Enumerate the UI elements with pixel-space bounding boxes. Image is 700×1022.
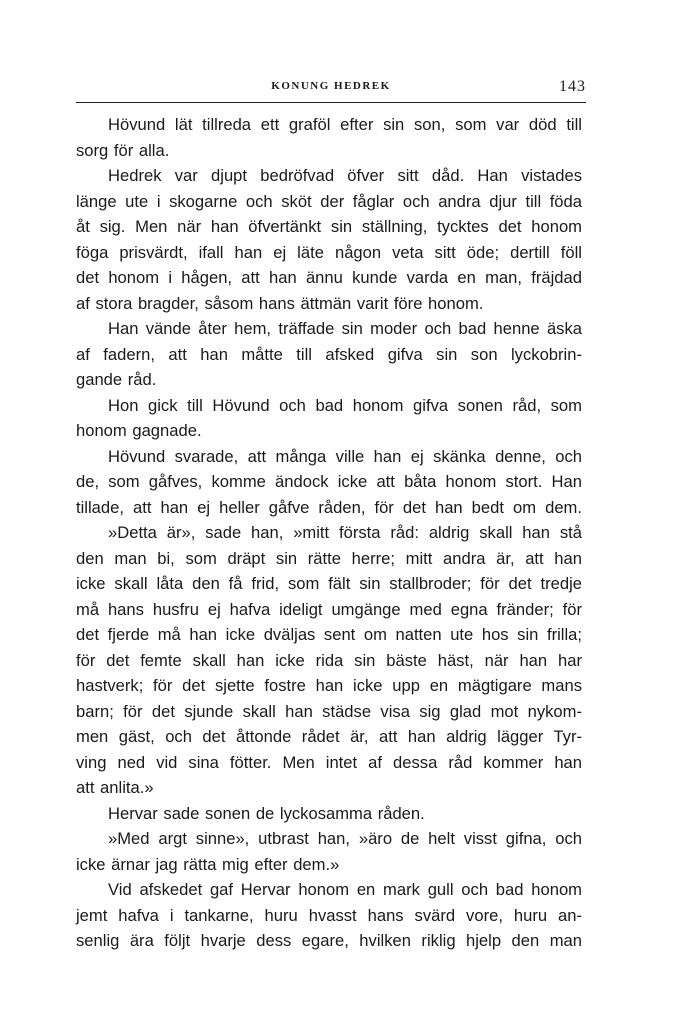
text-line: de, som gåfves, komme ändock icke att båta honom stort. Han xyxy=(76,472,582,491)
text-line: tillade, att han ej heller gåfve råden, för det han bedt om dem. xyxy=(76,497,582,517)
text-line: af stora bragder, såsom hans ättmän varit före honom. xyxy=(76,293,484,313)
text-line: men gäst, och det åttonde rådet är, att han aldrig lägger Tyr- xyxy=(76,727,582,746)
text-line: icke skall låta den få frid, som fält sin stallbroder; för det tredje xyxy=(76,574,582,593)
text-line: ving ned vid sina fötter. Men intet af dessa råd kommer han xyxy=(76,752,582,772)
text-line: för det femte skall han icke rida sin bäste häst, när han har xyxy=(76,650,582,670)
text-line: senlig ära följt hvarje dess egare, hvilken riklig hjelp den man xyxy=(76,931,582,950)
text-line: hastverk; för det sjette fostre han icke upp en mägtigare mans xyxy=(76,676,582,695)
text-line: gande råd. xyxy=(76,370,157,389)
text-line: »Detta är», sade han, »mitt första råd: aldrig skall han stå xyxy=(108,523,582,542)
text-line: barn; för det sjunde skall han städse visa sig glad mot nykom- xyxy=(76,701,582,721)
text-line: att anlita.» xyxy=(76,778,154,797)
text-line: föga prisvärdt, ifall han ej läte någon veta sitt öde; dertill föll xyxy=(76,242,582,262)
text-line: åt sig. Men när han öfvertänkt sin ställning, tycktes det honom xyxy=(76,217,582,236)
text-line: Hon gick till Hövund och bad honom gifva sonen råd, som xyxy=(108,395,582,415)
page-number: 143 xyxy=(559,78,586,95)
text-line: honom gagnade. xyxy=(76,421,202,440)
text-line: Han vände åter hem, träffade sin moder och bad henne äska xyxy=(108,319,582,338)
body-text xyxy=(76,112,582,954)
text-line: det fjerde må han icke dväljas sent om natten ute hos sin frilla; xyxy=(76,625,582,644)
text-line: icke ärnar jag rätta mig efter dem.» xyxy=(76,854,340,874)
text-line: länge ute i skogarne och sköt der fåglar och andra djur till föda xyxy=(76,191,582,211)
text-line: Hervar sade sonen de lyckosamma råden. xyxy=(108,803,425,823)
text-line: Vid afskedet gaf Hervar honom en mark gull och bad honom xyxy=(108,880,582,899)
text-line: Hövund lät tillreda ett graföl efter sin son, som var död till xyxy=(108,115,582,134)
text-line: sorg för alla. xyxy=(76,140,170,160)
text-line: Hedrek var djupt bedröfvad öfver sitt dåd. Han vistades xyxy=(108,166,582,185)
header-rule xyxy=(76,102,586,103)
text-line: af fadern, att han måtte till afsked gifva sin son lyckobrin- xyxy=(76,344,582,364)
text-line: må hans husfru ej hafva ideligt umgänge med egna fränder; för xyxy=(76,599,582,619)
running-title: KONUNG HEDREK xyxy=(271,80,391,92)
page-header xyxy=(76,76,586,100)
text-line: »Med argt sinne», utbrast han, »äro de helt visst gifna, och xyxy=(108,829,582,848)
text-line: jemt hafva i tankarne, huru hvasst hans svärd vore, huru an- xyxy=(76,905,582,925)
text-line: den man bi, som dräpt sin rätte herre; mitt andra är, att han xyxy=(76,548,582,568)
text-line: det honom i hågen, att han ännu kunde varda en man, fräjdad xyxy=(76,268,582,287)
text-line: Hövund svarade, att många ville han ej skänka denne, och xyxy=(108,446,582,466)
